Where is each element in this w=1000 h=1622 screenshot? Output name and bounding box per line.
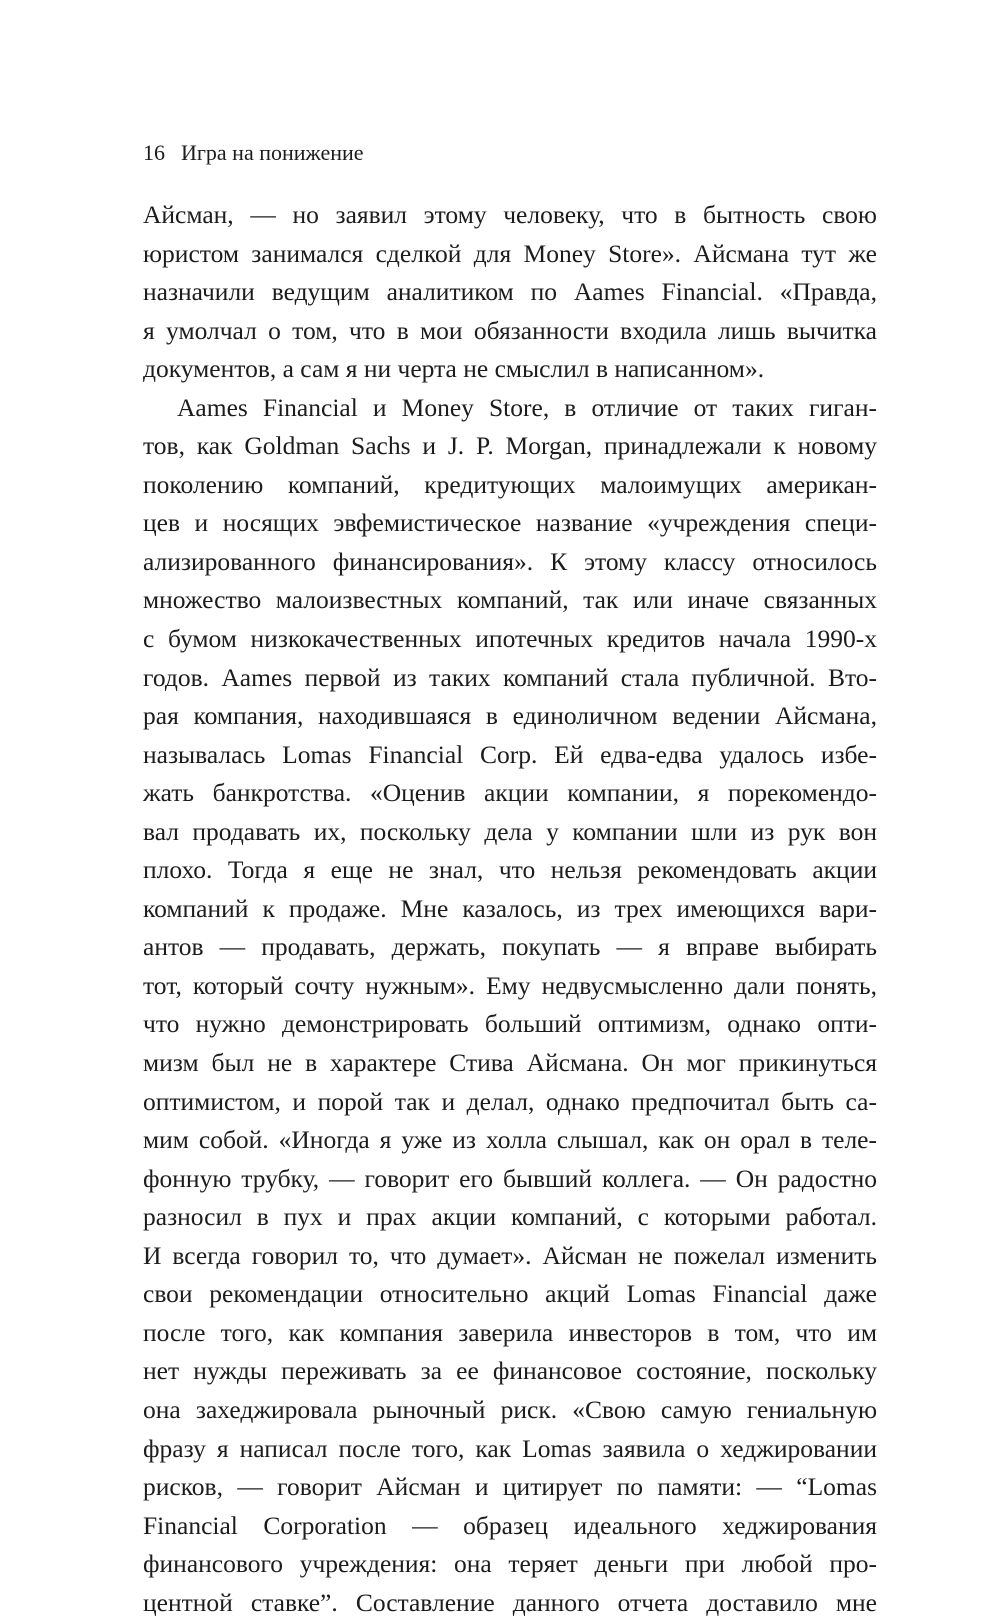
text-line: фонную трубку, — говорит его бывший коллега. — Он радостно bbox=[143, 1163, 877, 1193]
paragraph bbox=[143, 196, 877, 389]
text-line: вал продавать их, поскольку дела у компании шли из рук вон bbox=[143, 816, 877, 846]
text-line: после того, как компания заверила инвесторов в том, что им bbox=[143, 1317, 877, 1347]
text-line: антов — продавать, держать, покупать — я вправе выбирать bbox=[143, 932, 877, 962]
text-line: Financial Corporation — образец идеального хеджирования bbox=[143, 1510, 877, 1540]
text-line: разносил в пух и прах акции компаний, с которыми работал. bbox=[143, 1202, 877, 1232]
text-line: цев и носящих эвфемистическое название «учреждения специ- bbox=[143, 508, 877, 538]
text-line: свои рекомендации относительно акций Lomas Financial даже bbox=[143, 1279, 877, 1309]
text-line: Айсман, — но заявил этому человеку, что в бытность свою bbox=[143, 200, 877, 229]
text-line: что нужно демонстрировать больший оптимизм, однако опти- bbox=[143, 1009, 877, 1039]
text-line: поколению компаний, кредитующих малоимущих американ- bbox=[143, 469, 877, 499]
text-line: рисков, — говорит Айсман и цитирует по памяти: — “Lomas bbox=[143, 1472, 877, 1502]
text-line: И всегда говорил то, что думает». Айсман не пожелал изменить bbox=[143, 1240, 877, 1270]
text-line: множество малоизвестных компаний, так или иначе связанных bbox=[143, 585, 877, 615]
running-head bbox=[143, 137, 364, 169]
text-line: Aames Financial и Money Store, в отличие от таких гиган- bbox=[177, 392, 877, 422]
text-line: она захеджировала рыночный риск. «Свою самую гениальную bbox=[143, 1394, 877, 1424]
body-text bbox=[143, 196, 877, 1622]
text-line: назначили ведущим аналитиком по Aames Financial. «Правда, bbox=[143, 277, 877, 307]
text-line: называлась Lomas Financial Corp. Ей едва-едва удалось избе- bbox=[143, 739, 877, 769]
text-line: компаний к продаже. Мне казалось, из трех имеющихся вари- bbox=[143, 893, 877, 923]
text-line: оптимистом, и порой так и делал, однако предпочитал быть са- bbox=[143, 1086, 877, 1116]
text-line: рая компания, находившаяся в единоличном ведении Айсмана, bbox=[143, 701, 877, 731]
text-line: нет нужды переживать за ее финансовое состояние, поскольку bbox=[143, 1356, 877, 1386]
text-line: плохо. Тогда я еще не знал, что нельзя рекомендовать акции bbox=[143, 855, 877, 885]
paragraph bbox=[143, 389, 877, 1622]
text-line: годов. Aames первой из таких компаний стала публичной. Вто- bbox=[143, 662, 877, 692]
text-line: документов, а сам я ни черта не смыслил в написанном». bbox=[143, 354, 765, 384]
text-line: юристом занимался сделкой для Money Store». Айсмана тут же bbox=[143, 238, 877, 268]
book-title: Игра на понижение bbox=[181, 140, 364, 165]
text-line: центной ставке”. Составление данного отчета доставило мне bbox=[143, 1587, 877, 1617]
text-line: мим собой. «Иногда я уже из холла слышал, как он орал в теле- bbox=[143, 1125, 877, 1155]
text-line: жать банкротства. «Оценив акции компании, я порекомендо- bbox=[143, 778, 877, 808]
text-line: фразу я написал после того, как Lomas заявила о хеджировании bbox=[143, 1433, 877, 1463]
text-line: я умолчал о том, что в мои обязанности входила лишь вычитка bbox=[143, 315, 877, 345]
page-number: 16 bbox=[143, 140, 165, 165]
text-line: с бумом низкокачественных ипотечных кредитов начала 1990-х bbox=[143, 624, 877, 654]
text-line: мизм был не в характере Стива Айсмана. Он мог прикинуться bbox=[143, 1048, 877, 1078]
text-line: ализированного финансирования». К этому классу относилось bbox=[143, 546, 877, 576]
text-line: финансового учреждения: она теряет деньги при любой про- bbox=[143, 1549, 877, 1579]
text-line: тот, который сочту нужным». Ему недвусмысленно дали понять, bbox=[143, 970, 877, 1000]
text-line: тов, как Goldman Sachs и J. P. Morgan, принадлежали к новому bbox=[143, 431, 877, 461]
